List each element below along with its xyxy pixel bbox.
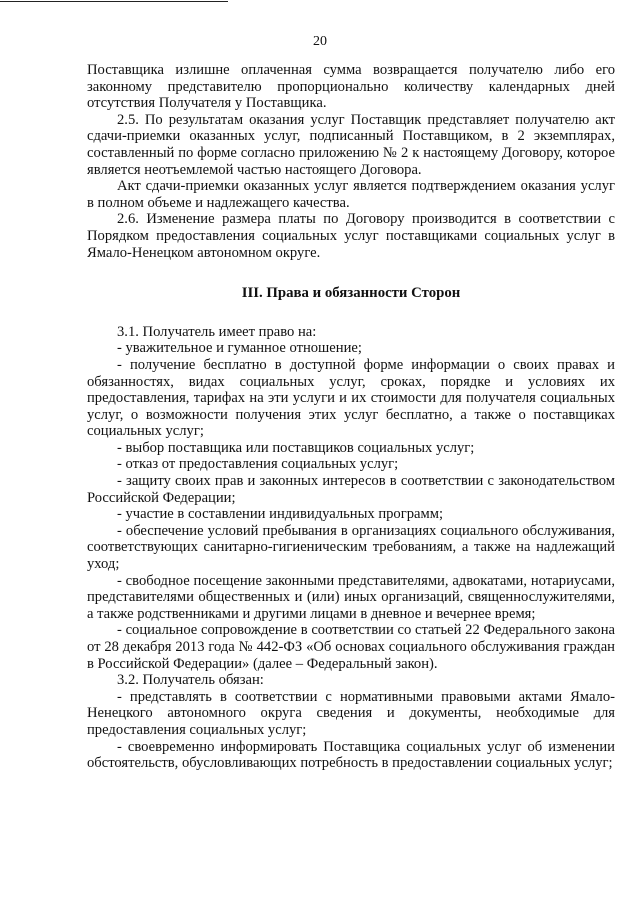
paragraph-2-5: 2.5. По результатам оказания услуг Поставщик представляет получателю акт сдачи-приемки оказанных услуг, подписанный Поставщиком, в 2 экземплярах, составленный по форме согласно приложению № 2 к настоящему Договору, которое является неотъемлемой частью настоящего Договора.	[87, 111, 615, 178]
clause-3-1-item: - уважительное и гуманное отношение;	[117, 340, 362, 357]
clause-3-2-item: - представлять в соответствии с нормативными правовыми актами Ямало-Ненецкого автономного округа сведения и документы, необходимые для предоставления социальных услуг;	[87, 688, 615, 738]
paragraph-2-6: 2.6. Изменение размера платы по Договору производится в соответствии с Порядком предоставления социальных услуг поставщиками социальных услуг в Ямало-Ненецком автономном округе.	[87, 211, 615, 261]
paragraph-continuation: Поставщика излишне оплаченная сумма возвращается получателю либо его законному представителю пропорционально количеству календарных дней отсутствия Получателя у Поставщика.	[87, 62, 615, 112]
clause-3-2-item: - своевременно информировать Поставщика социальных услуг об изменении обстоятельств, обусловливающих потребность в предоставлении социальных услуг;	[87, 738, 615, 772]
clause-3-1-item: - защиту своих прав и законных интересов в соответствии с законодательством Российской Федерации;	[87, 473, 615, 506]
document-body	[87, 62, 615, 772]
clause-3-1-item: - свободное посещение законными представителями, адвокатами, нотариусами, представителями общественных и (или) иных организаций, священнослужителями, а также родственниками и другими лицами в дневное и вечернее время;	[87, 572, 615, 622]
header-rule	[0, 1, 228, 2]
clause-3-2-title: 3.2. Получатель обязан:	[117, 672, 264, 689]
clause-3-1-item: - выбор поставщика или поставщиков социальных услуг;	[117, 439, 475, 456]
section-heading: III. Права и обязанности Сторон	[241, 285, 461, 302]
clause-3-1-item: - получение бесплатно в доступной форме информации о своих правах и обязанностях, видах социальных услуг, сроках, порядке и условиях их предоставления, тарифах на эти услуги и их стоимости для получателя социальных услуг, о возможности получения этих услуг бесплатно, а также о поставщиках социальных услуг;	[87, 356, 615, 440]
clause-3-1-title: 3.1. Получатель имеет право на:	[117, 323, 317, 340]
clause-3-1-item: - социальное сопровождение в соответствии со статьей 22 Федерального закона от 28 декабря 2013 года № 442-ФЗ «Об основах социального обслуживания граждан в Российской Федерации» (далее – Федеральный закон).	[87, 622, 615, 672]
page-number: 20	[313, 34, 327, 49]
clause-3-1-item: - участие в составлении индивидуальных программ;	[117, 506, 444, 523]
clause-3-1-item: - обеспечение условий пребывания в организациях социального обслуживания, соответствующих санитарно-гигиеническим требованиям, а также на надлежащий уход;	[87, 522, 615, 573]
paragraph-act: Акт сдачи-приемки оказанных услуг является подтверждением оказания услуг в полном объеме и надлежащего качества.	[87, 178, 615, 211]
clause-3-1-item: - отказ от предоставления социальных услуг;	[117, 456, 399, 473]
